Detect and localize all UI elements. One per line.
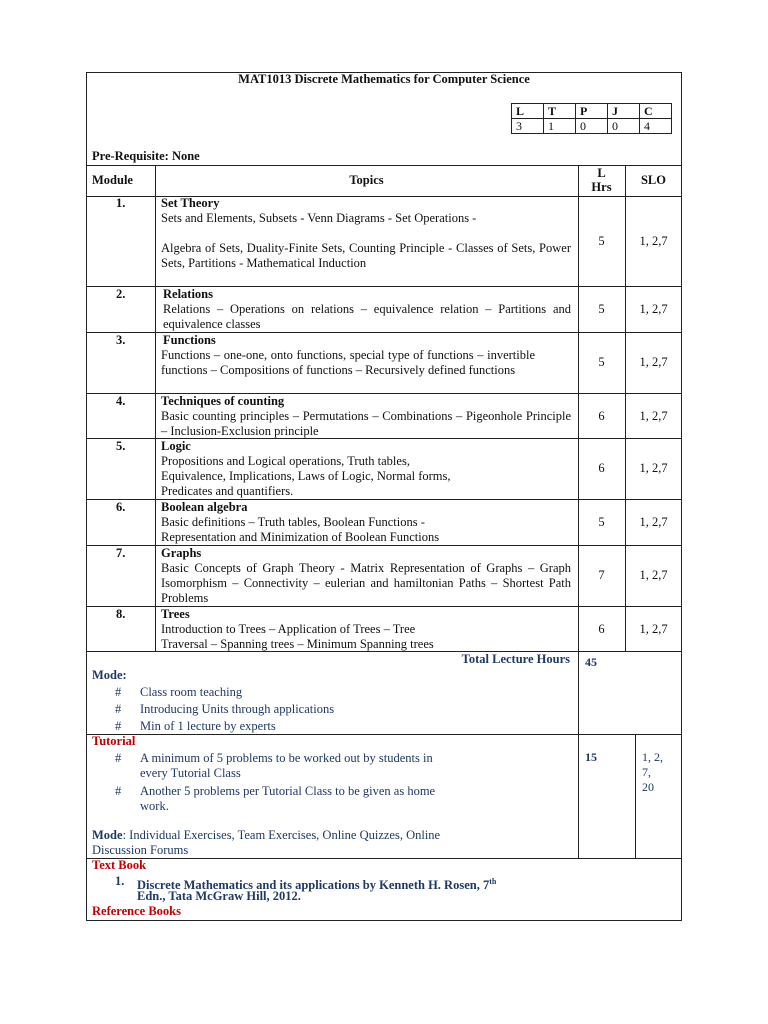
mode-label: Mode: [92, 668, 127, 682]
module-title: Logic [161, 439, 191, 453]
tutorial-slo: 1, 2, [642, 750, 663, 764]
module-title: Techniques of counting [161, 394, 285, 408]
module-title: Trees [161, 607, 190, 621]
mode-bullet: # [115, 702, 122, 716]
reference-books-label: Reference Books [92, 904, 181, 918]
table-border-bottom [86, 920, 682, 921]
module-slo: 1, 2,7 [639, 302, 668, 316]
tutorial-slo-column-line [635, 734, 636, 858]
tutorial-mode-text: Discussion Forums [92, 843, 189, 857]
tutorial-label: Tutorial [92, 734, 136, 748]
module-column-line [155, 165, 156, 651]
module-title: Graphs [161, 546, 202, 560]
module-hours: 6 [598, 461, 605, 475]
module-slo: 1, 2,7 [639, 515, 668, 529]
module-number: 2. [116, 287, 126, 301]
module-number: 8. [116, 607, 126, 621]
textbook-title: Discrete Mathematics and its applications by Kenneth H. Rosen, 7 [137, 878, 490, 893]
module-topics: Basic Concepts of Graph Theory - Matrix Representation of Graphs – Graph Isomorphism – Connectivity – eulerian and hamiltonian Paths – Shortest Path Problems [161, 561, 571, 605]
ltpjc-header: L [512, 104, 544, 119]
ltpjc-header-row [512, 104, 672, 119]
tutorial-bullet: # [115, 784, 122, 798]
ltpjc-value: 0 [608, 119, 640, 134]
module-topics: Functions – one-one, onto functions, special type of functions – invertible functions – Compositions of functions – Recursively defined functions [161, 348, 535, 377]
textbook-edition-sup: th [489, 877, 497, 886]
module-number: 4. [116, 394, 126, 408]
module-title: Relations [163, 287, 213, 301]
tutorial-divider [86, 858, 682, 859]
module-hours: 7 [598, 568, 605, 582]
module-slo: 1, 2,7 [639, 234, 668, 248]
module-topics: Predicates and quantifiers. [161, 484, 294, 498]
module-topics: Representation and Minimization of Boolean Functions [161, 530, 440, 544]
ltpjc-value: 0 [576, 119, 608, 134]
module-topics: Sets and Elements, Subsets - Venn Diagrams - Set Operations - [161, 211, 477, 225]
ltpjc-header: C [640, 104, 672, 119]
header-lhrs-top: L [597, 166, 606, 180]
module-topics: Basic definitions – Truth tables, Boolean Functions - [161, 515, 425, 529]
ltpjc-value-row [512, 119, 672, 134]
module-title: Set Theory [161, 196, 220, 210]
course-title: MAT1013 Discrete Mathematics for Computer Science [238, 72, 530, 86]
header-slo: SLO [640, 173, 666, 187]
ltpjc-value: 4 [640, 119, 672, 134]
textbook-publisher: Edn., Tata McGraw Hill, 2012. [137, 889, 301, 903]
tutorial-hours: 15 [585, 750, 597, 764]
ltpjc-header: P [576, 104, 608, 119]
module-number: 3. [116, 333, 126, 347]
tutorial-item: A minimum of 5 problems to be worked out by students in [140, 751, 433, 765]
module-number: 1. [116, 196, 126, 210]
header-topics: Topics [349, 173, 384, 187]
mode-bullet: # [115, 719, 122, 733]
tutorial-mode-label: Mode [92, 828, 123, 842]
module-slo: 1, 2,7 [639, 409, 668, 423]
module-slo: 1, 2,7 [639, 355, 668, 369]
module-topics: Introduction to Trees – Application of Trees – Tree [161, 622, 416, 636]
module-number: 7. [116, 546, 126, 560]
tutorial-item: every Tutorial Class [140, 766, 241, 780]
ltpjc-value: 3 [512, 119, 544, 134]
mode-bullet: # [115, 685, 122, 699]
tutorial-item: work. [140, 799, 169, 813]
table-border-right [681, 72, 682, 921]
module-topics: Relations – Operations on relations – equivalence relation – Partitions and equivalence classes [163, 302, 571, 331]
tutorial-slo: 7, [642, 765, 651, 779]
module-title: Functions [163, 333, 216, 347]
module-number: 5. [116, 439, 126, 453]
module-slo: 1, 2,7 [639, 461, 668, 475]
ltpjc-value: 1 [544, 119, 576, 134]
ltpjc-header: T [544, 104, 576, 119]
header-lhrs-bottom: Hrs [591, 180, 612, 194]
header-module: Module [92, 173, 133, 187]
module-slo: 1, 2,7 [639, 622, 668, 636]
module-topics: Traversal – Spanning trees – Minimum Spanning trees [161, 637, 434, 651]
total-lecture-hours-value: 45 [585, 655, 597, 669]
module-hours: 5 [598, 302, 605, 316]
mode-item: Min of 1 lecture by experts [140, 719, 276, 733]
prerequisite: Pre-Requisite: None [92, 149, 200, 163]
mode-item: Class room teaching [140, 685, 243, 699]
ltpjc-table [511, 103, 672, 134]
module-hours: 6 [598, 409, 605, 423]
mode-item: Introducing Units through applications [140, 702, 335, 716]
mode-divider [86, 734, 682, 735]
module-slo: 1, 2,7 [639, 568, 668, 582]
tutorial-slo: 20 [642, 780, 654, 794]
module-hours: 5 [598, 355, 605, 369]
module-hours: 5 [598, 515, 605, 529]
tutorial-mode-text: : Individual Exercises, Team Exercises, Online Quizzes, Online [122, 828, 441, 842]
module-topics: Equivalence, Implications, Laws of Logic, Normal forms, [161, 469, 451, 483]
textbook-label: Text Book [92, 858, 147, 872]
tutorial-bullet: # [115, 751, 122, 765]
module-topics: Basic counting principles – Permutations – Combinations – Pigeonhole Principle – Inclusion-Exclusion principle [161, 409, 571, 438]
table-border-left [86, 72, 87, 921]
ltpjc-header: J [608, 104, 640, 119]
module-topics: Algebra of Sets, Duality-Finite Sets, Counting Principle - Classes of Sets, Power Sets, Partitions - Mathematical Induction [161, 241, 571, 270]
module-title: Boolean algebra [161, 500, 248, 514]
module-hours: 5 [598, 234, 605, 248]
tutorial-item: Another 5 problems per Tutorial Class to be given as home [140, 784, 436, 798]
topics-column-line [578, 165, 579, 858]
module-number: 6. [116, 500, 126, 514]
total-lecture-hours-label: Total Lecture Hours [461, 652, 570, 666]
textbook-item-number: 1. [115, 874, 125, 888]
module-hours: 6 [598, 622, 605, 636]
tutorial-mode [92, 828, 440, 843]
module-topics: Propositions and Logical operations, Truth tables, [161, 454, 410, 468]
